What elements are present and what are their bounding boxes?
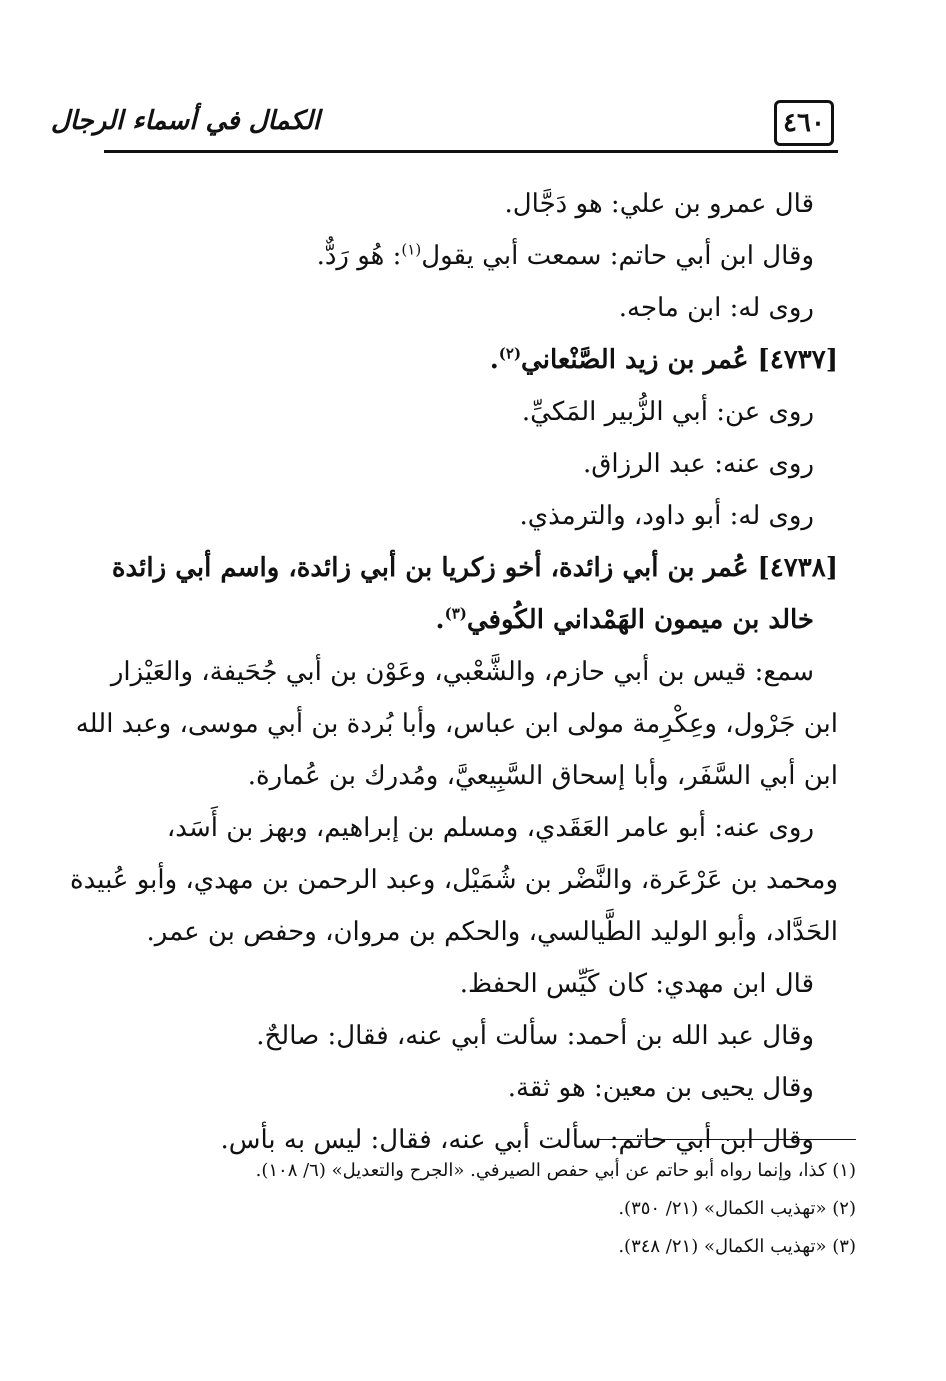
text-line: روى له: ابن ماجه. [618,293,814,323]
page-number: ٤٦٠ [774,100,834,146]
footnote-rule [598,1139,856,1140]
text-line: وقال ابن أبي حاتم: سمعت أبي يقول$^{(١)}$: هُو رَدٌّ. [316,240,814,271]
text-line: روى له: أبو داود، والترمذي. [519,501,814,531]
text-line: ابن أبي السَّفَر، وأبا إسحاق السَّبِيعيَّ، ومُدرك بن عُمارة. [247,761,838,791]
footnote-marker: (٢) [498,344,522,363]
running-title: الكمال في أسماء الرجال [50,106,320,136]
entry-heading: [٤٧٣٨] عُمر بن أبي زائدة، أخو زكريا بن أبي زائدة، واسم أبي زائدة [111,553,838,583]
text-line: وقال يحيى بن معين: هو ثقة. [507,1073,814,1103]
footnote: (٣) «تهذيب الكمال» (٢١/ ٣٤٨). [618,1236,856,1257]
text-line: سمع: قيس بن أبي حازم، والشَّعْبي، وعَوْن بن أبي جُحَيفة، والعَيْزار [110,657,814,687]
footnote-marker: (١) [401,240,422,259]
text-line: قال عمرو بن علي: هو دَجَّال. [504,189,814,219]
text-line: الحَدَّاد، وأبو الوليد الطَّيالسي، والحكم بن مروان، وحفص بن عمر. [146,917,838,947]
text-line: روى عنه: عبد الرزاق. [582,449,814,479]
footnote: (٢) «تهذيب الكمال» (٢١/ ٣٥٠). [618,1198,856,1219]
text-line: وقال عبد الله بن أحمد: سألت أبي عنه، فقال: صالحٌ. [256,1021,814,1051]
text-line: وقال ابن أبي حاتم: سألت أبي عنه، فقال: ليس به بأس. [220,1125,814,1155]
text-line: روى عن: أبي الزُّبير المَكيِّ. [521,397,814,427]
footnote: (١) كذا، وإنما رواه أبو حاتم عن أبي حفص الصيرفي. «الجرح والتعديل» (٦/ ١٠٨). [255,1160,856,1181]
footnotes [104,1152,856,1266]
text-line: قال ابن مهدي: كان كَيِّس الحفظ. [459,969,814,999]
text-line: ابن جَرْول، وعِكْرِمة مولى ابن عباس، وأبا بُردة بن أبي موسى، وعبد الله [75,709,838,739]
main-text [69,178,838,1166]
text-line: روى عنه: أبو عامر العَقَدي، ومسلم بن إبراهيم، وبهز بن أَسَد، [166,813,814,843]
text-line: ومحمد بن عَرْعَرة، والنَّضْر بن شُمَيْل، وعبد الرحمن بن مهدي، وأبو عُبيدة [69,865,838,895]
footnote-marker: (٣) [444,604,467,623]
entry-heading: [٤٧٣٧] عُمر بن زيد الصَّنْعاني$^{(٢)}$. [489,344,838,375]
header-rule [104,150,838,153]
entry-heading-continued: خالد بن ميمون الهَمْداني الكُوفي$^{(٣)}$. [435,604,814,635]
